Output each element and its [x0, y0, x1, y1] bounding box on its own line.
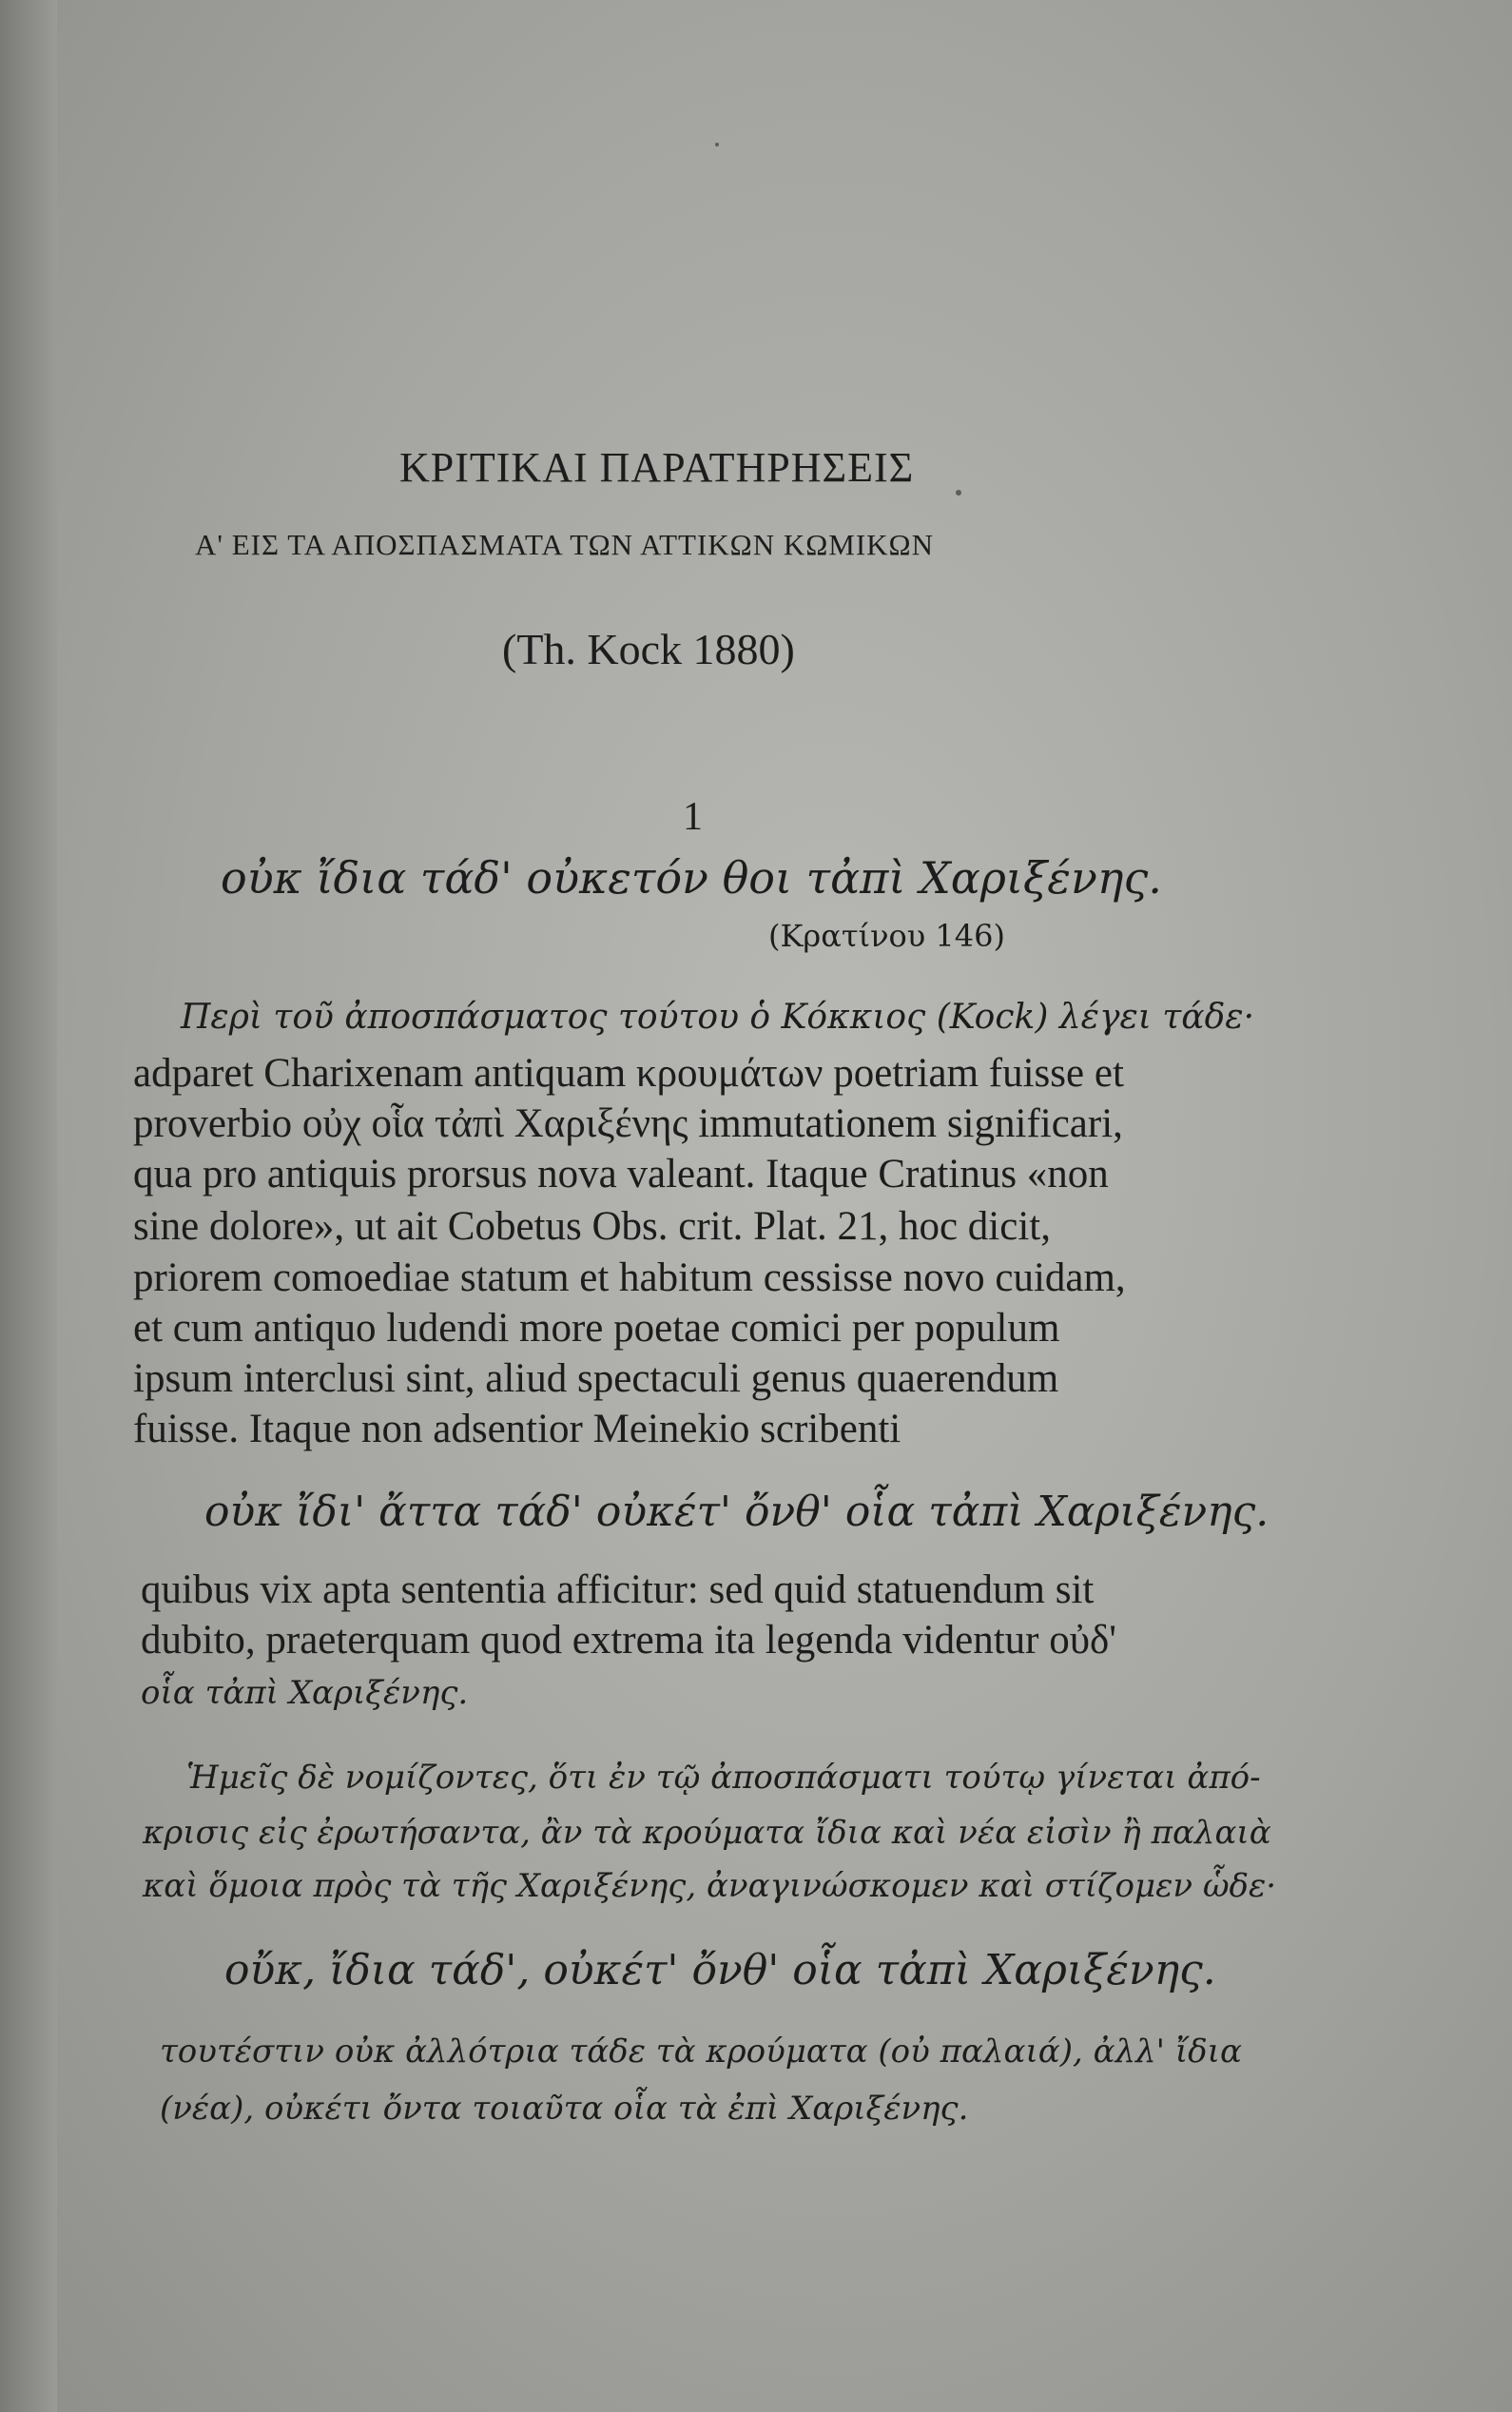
source-reference: (Th. Kock 1880): [502, 625, 795, 673]
page-title: ΚΡΙΤΙΚΑΙ ΠΑΡΑΤΗΡΗΣΕΙΣ: [399, 444, 915, 491]
paragraph-line: τουτέστιν οὐκ ἀλλότρια τάδε τὰ κρούματα (οὐ παλαιά), ἀλλ' ἴδια: [160, 2033, 1242, 2071]
paragraph-line: adparet Charixenam antiquam κρουμάτων poetriam fuisse et: [133, 1051, 1124, 1096]
paragraph-line: sine dolore», ut ait Cobetus Obs. crit. Plat. 21, hoc dicit,: [133, 1204, 1051, 1249]
paragraph-line: fuisse. Itaque non adsentior Meinekio scribenti: [133, 1407, 901, 1451]
paper-speck: [956, 490, 961, 496]
paragraph-line: Περὶ τοῦ ἀποσπάσματος τούτου ὁ Κόκκιος (Kock) λέγει τάδε·: [181, 998, 1255, 1037]
fragment-verse: οὐκ ἴδια τάδ' οὐκετόν θοι τἀπὶ Χαριξένης.: [221, 852, 1162, 904]
paragraph-line: καὶ ὅμοια πρὸς τὰ τῆς Χαριξένης, ἀναγινώσκομεν καὶ στίζομεν ὧδε·: [143, 1867, 1277, 1905]
paragraph-line: κρισις εἰς ἐρωτήσαντα, ἂν τὰ κρούματα ἴδια καὶ νέα εἰσὶν ἢ παλαιὰ: [143, 1814, 1271, 1852]
page-subtitle: Α' ΕΙΣ ΤΑ ΑΠΟΣΠΑΣΜΑΤΑ ΤΩΝ ΑΤΤΙΚΩΝ ΚΩΜΙΚΩΝ: [195, 528, 934, 561]
paragraph-line: quibus vix apta sententia afficitur: sed quid statuendum sit: [141, 1567, 1095, 1612]
paragraph-line: proverbio οὐχ οἷα τἀπὶ Χαριξένης immutationem significari,: [133, 1101, 1123, 1146]
paragraph-line: Ἡμεῖς δὲ νομίζοντες, ὅτι ἐν τῷ ἀποσπάσματι τούτῳ γίνεται ἀπό-: [186, 1759, 1261, 1797]
fragment-attribution: (Κρατίνου 146): [768, 918, 1005, 954]
emended-verse: οὔκ, ἴδια τάδ', οὐκέτ' ὄνθ' οἷα τἀπὶ Χαριξένης.: [224, 1946, 1216, 1994]
paragraph-line: dubito, praeterquam quod extrema ita legenda videntur οὐδ': [141, 1618, 1117, 1663]
paragraph-line: et cum antiquo ludendi more poetae comici per populum: [133, 1306, 1060, 1351]
quoted-verse: οὐκ ἴδι' ἄττα τάδ' οὐκέτ' ὄνθ' οἷα τἀπὶ Χαριξένης.: [204, 1488, 1270, 1536]
paragraph-line: (νέα), οὐκέτι ὄντα τοιαῦτα οἷα τὰ ἐπὶ Χαριξένης.: [160, 2090, 969, 2128]
fragment-number: 1: [683, 795, 703, 839]
paragraph-line: ipsum interclusi sint, aliud spectaculi genus quaerendum: [133, 1356, 1059, 1401]
paragraph-line: οἷα τἀπὶ Χαριξένης.: [141, 1674, 469, 1712]
paragraph-line: priorem comoediae statum et habitum cessisse novo cuidam,: [133, 1255, 1126, 1300]
paper-speck: [715, 143, 719, 146]
paragraph-line: qua pro antiquis prorsus nova valeant. Itaque Cratinus «non: [133, 1152, 1109, 1196]
